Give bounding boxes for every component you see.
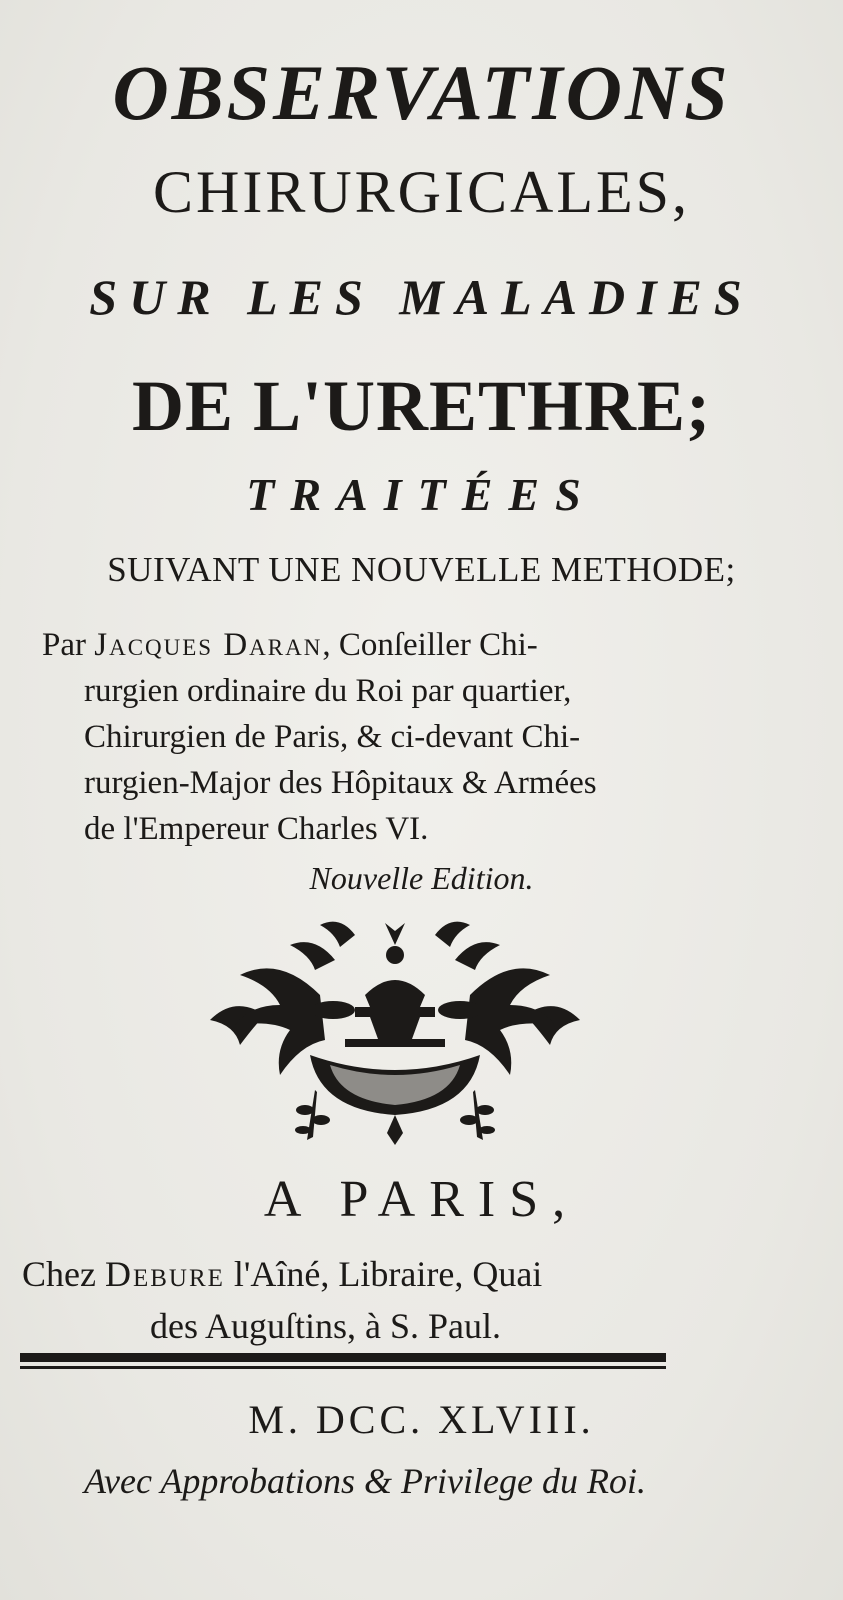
title-observations: OBSERVATIONS — [112, 49, 731, 136]
author-line-2: rurgien ordinaire du Roi par quartier, — [84, 673, 572, 709]
publisher-suffix: l'Aîné, Libraire, Quai — [233, 1254, 543, 1294]
edition-label: Nouvelle Edition. — [309, 860, 534, 896]
publisher-prefix: Chez — [22, 1254, 96, 1294]
imprint-block — [22, 1248, 822, 1352]
publication-date: M. DCC. XLVIII. — [248, 1397, 595, 1442]
title-suivant-methode: SUIVANT UNE NOUVELLE METHODE; — [107, 550, 736, 589]
imprint-city: A PARIS, — [263, 1171, 580, 1228]
author-name: Jacques Daran — [94, 627, 323, 663]
title-sur-les-maladies: SUR LES MALADIES — [89, 269, 754, 325]
author-suffix: , Conſeiller Chi- — [322, 627, 538, 663]
author-line-5: de l'Empereur Charles VI. — [84, 811, 429, 847]
double-rule-thick — [20, 1353, 666, 1362]
publisher-name: Debure — [104, 1254, 225, 1294]
approbation-line: Avec Approbations & Privilege du Roi. — [84, 1461, 646, 1501]
author-prefix: Par — [42, 627, 86, 663]
title-de-lurethre: DE L'URETHRE; — [131, 366, 712, 446]
floral-urn-ornament-icon — [205, 915, 585, 1150]
title-traitees: TRAITÉES — [246, 469, 597, 520]
author-line-4: rurgien-Major des Hôpitaux & Armées — [84, 765, 597, 801]
author-line-3: Chirurgien de Paris, & ci-devant Chi- — [84, 719, 581, 755]
title-chirurgicales: CHIRURGICALES, — [152, 159, 691, 225]
double-rule-thin — [20, 1366, 666, 1369]
imprint-line-1 — [22, 1248, 822, 1300]
author-block — [42, 622, 802, 852]
imprint-address: des Auguſtins, à S. Paul. — [150, 1306, 502, 1346]
author-line-1 — [42, 622, 802, 668]
